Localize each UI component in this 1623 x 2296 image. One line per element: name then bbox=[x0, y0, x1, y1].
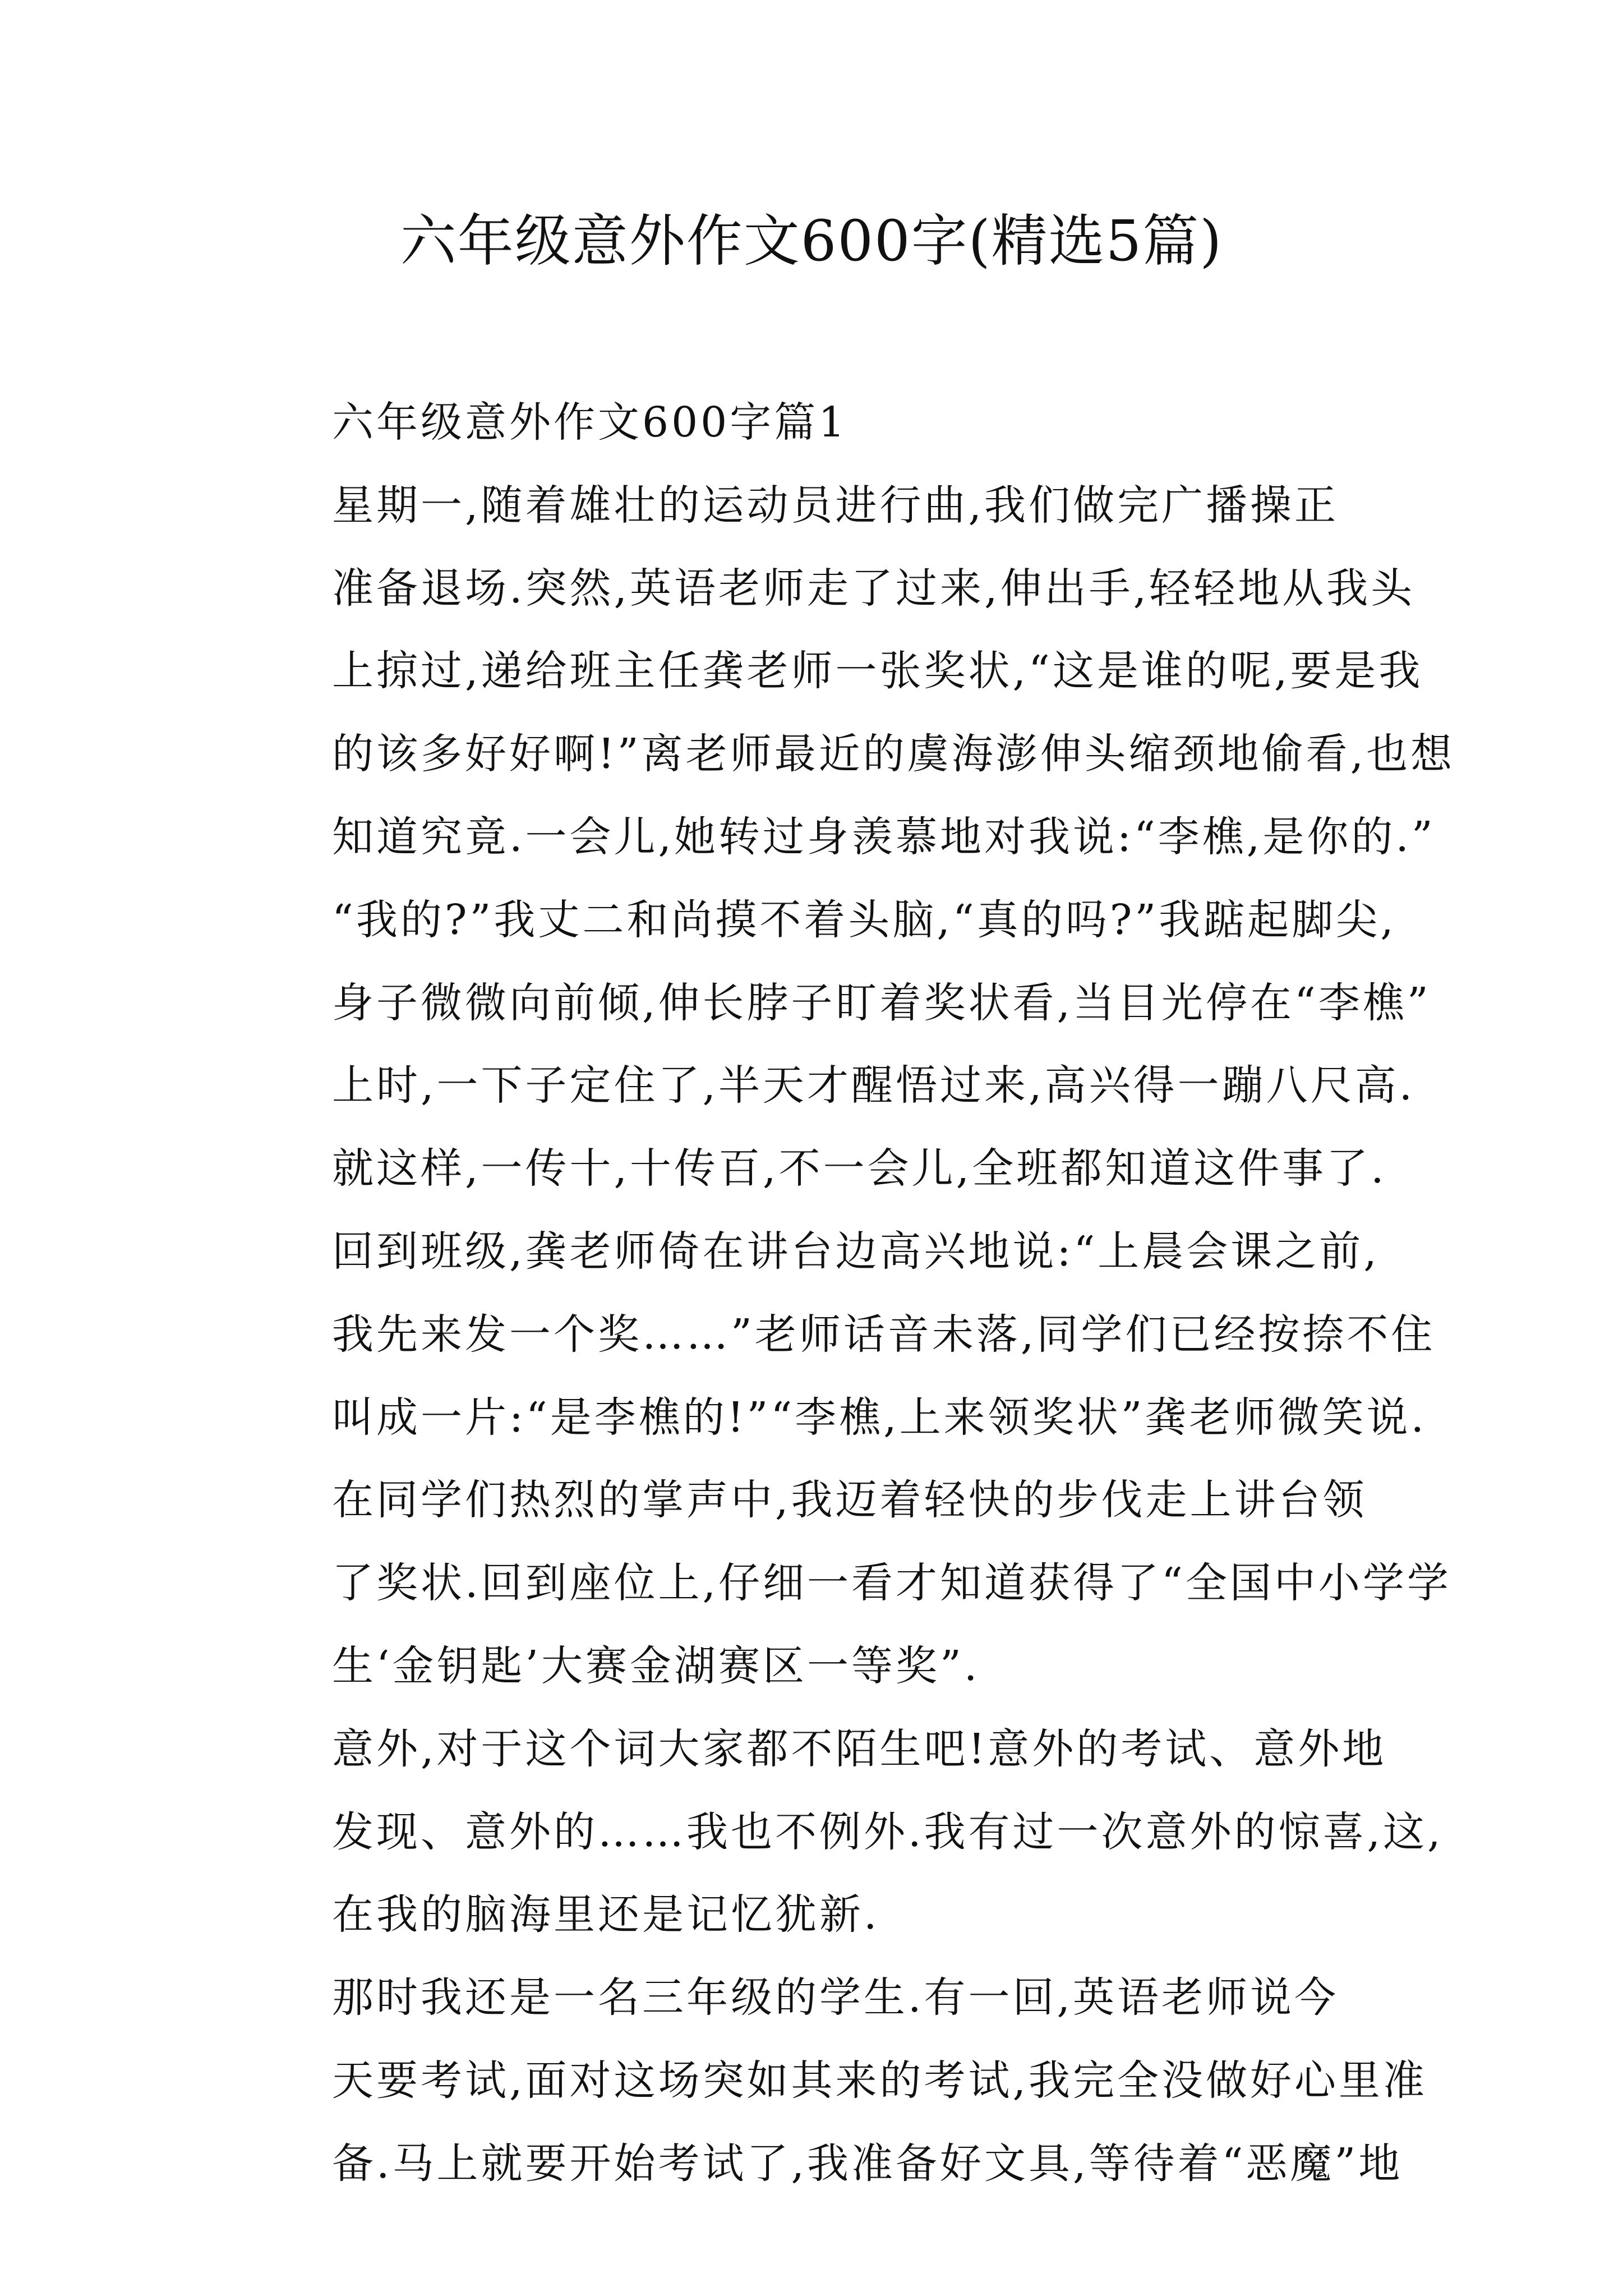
body-paragraph bbox=[249, 1459, 1451, 1708]
paragraph-line: 的该多好好啊!”离老师最近的虞海澎伸头缩颈地偷看,也想 bbox=[332, 730, 1455, 779]
paragraph-line: 身子微微向前倾,伸长脖子盯着奖状看,当目光停在“李樵” bbox=[332, 978, 1431, 1027]
paragraph-line: 我先来发一个奖……”老师话音未落,同学们已经按捺不住 bbox=[332, 1310, 1436, 1359]
paragraph-line: 备.马上就要开始考试了,我准备好文具,等待着“恶魔”地 bbox=[332, 2139, 1403, 2188]
paragraph-line: 了奖状.回到座位上,仔细一看才知道获得了“全国中小学学 bbox=[332, 1559, 1451, 1608]
paragraph-line: 上掠过,递给班主任龚老师一张奖状,“这是谁的呢,要是我 bbox=[332, 647, 1423, 696]
document-title: 六年级意外作文600字(精选5篇) bbox=[400, 208, 1223, 274]
paragraph-line: 知道究竟.一会儿,她转过身羡慕地对我说:“李樵,是你的.” bbox=[332, 812, 1436, 861]
paragraph-line: 发现、意外的……我也不例外.我有过一次意外的惊喜,这, bbox=[332, 1807, 1444, 1856]
section-heading: 六年级意外作文600字篇1 bbox=[332, 398, 848, 447]
paragraph-line: 叫成一片:“是李樵的!”“李樵,上来领奖状”龚老师微笑说. bbox=[332, 1393, 1427, 1442]
paragraph-line: 在同学们热烈的掌声中,我迈着轻快的步伐走上讲台领 bbox=[332, 1476, 1367, 1525]
paragraph-line: 在我的脑海里还是记忆犹新. bbox=[332, 1890, 880, 1939]
paragraph-line: “我的?”我丈二和尚摸不着头脑,“真的吗?”我踮起脚尖, bbox=[332, 895, 1396, 944]
body-paragraph bbox=[249, 464, 1455, 1211]
paragraph-line: 生‘金钥匙’大赛金湖赛区一等奖”. bbox=[332, 1641, 980, 1690]
paragraph-line: 星期一,随着雄壮的运动员进行曲,我们做完广播操正 bbox=[332, 481, 1339, 530]
paragraph-line: 那时我还是一名三年级的学生.有一回,英语老师说今 bbox=[332, 1973, 1339, 2022]
paragraph-line: 准备退场.突然,英语老师走了过来,伸出手,轻轻地从我头 bbox=[332, 564, 1415, 613]
paragraph-line: 就这样,一传十,十传百,不一会儿,全班都知道这件事了. bbox=[332, 1144, 1387, 1193]
body-paragraph bbox=[249, 1957, 1428, 2205]
paragraph-line: 上时,一下子定住了,半天才醒悟过来,高兴得一蹦八尺高. bbox=[332, 1061, 1415, 1110]
body-paragraph bbox=[249, 1211, 1436, 1459]
paragraph-line: 意外,对于这个词大家都不陌生吧!意外的考试、意外地 bbox=[332, 1724, 1387, 1773]
body-paragraph bbox=[249, 1708, 1444, 1957]
paragraph-line: 回到班级,龚老师倚在讲台边高兴地说:“上晨会课之前, bbox=[332, 1227, 1380, 1276]
document-body bbox=[249, 381, 1455, 2206]
paragraph-list bbox=[249, 464, 1455, 2206]
paragraph-line: 天要考试,面对这场突如其来的考试,我完全没做好心里准 bbox=[332, 2056, 1428, 2105]
